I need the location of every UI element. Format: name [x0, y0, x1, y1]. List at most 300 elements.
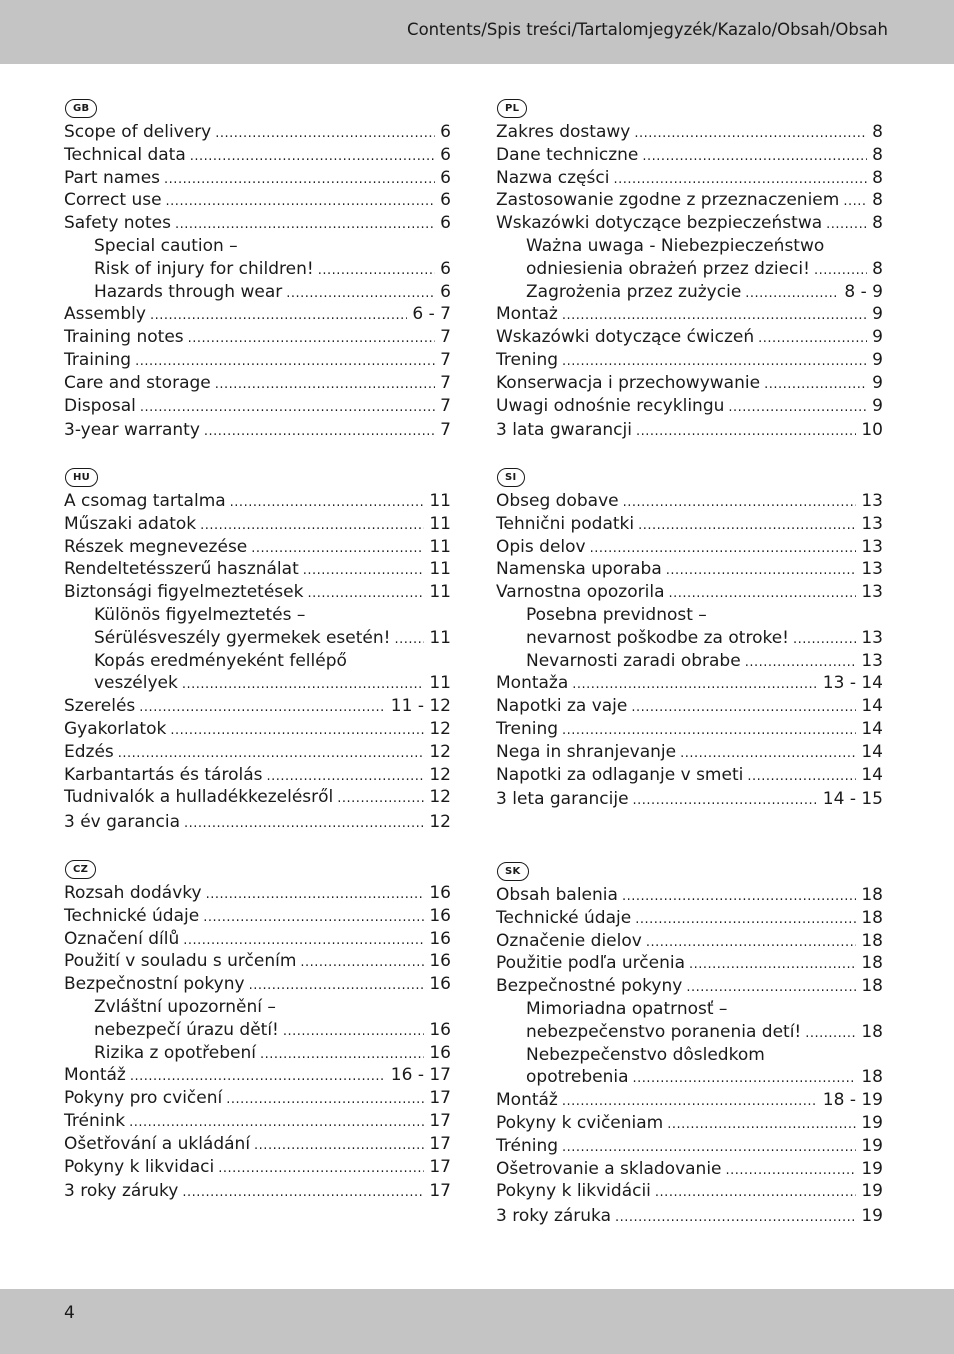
toc-entry [496, 395, 883, 418]
toc-entry [64, 950, 451, 973]
toc-entry [64, 1156, 451, 1179]
dot-leader [200, 515, 424, 538]
toc-entry-label: Care and storage [64, 372, 211, 393]
toc-entry [64, 419, 451, 442]
toc-entry-pages: 19 [861, 1135, 883, 1156]
toc-entry-pages: 13 - 14 [822, 673, 883, 694]
toc-entry-label: Tréning [496, 1135, 559, 1156]
toc-entry-pages: 12 [429, 764, 451, 785]
language-badge-gb: GB [65, 99, 97, 118]
toc-entry [64, 212, 451, 235]
toc-entry [64, 536, 451, 559]
toc-entry-pages: 10 [861, 419, 883, 440]
toc-entry-label: Obseg dobave [496, 491, 619, 511]
toc-entry-label: Scope of delivery [64, 122, 212, 142]
toc-entry-pages: 12 [429, 811, 451, 832]
dot-leader [203, 907, 424, 930]
toc-entry-label: Safety notes [64, 213, 171, 234]
toc-entry-label: Bezpečnostní pokyny [64, 974, 245, 995]
toc-entry [496, 907, 883, 930]
toc-entry [64, 258, 451, 281]
dot-leader [622, 886, 856, 909]
toc-entry-label: Posebna previdnost – [526, 604, 707, 625]
toc-entry-label: Napotki za odlaganje v smeti [496, 764, 744, 785]
toc-entry-pages: 16 - 17 [390, 1065, 451, 1086]
dot-leader [655, 1182, 856, 1205]
toc-entry [496, 536, 883, 559]
toc-entry-label: Tehnični podatki [496, 513, 635, 534]
toc-entry [496, 1180, 883, 1203]
toc-entry [64, 650, 451, 673]
dot-leader [793, 629, 856, 652]
toc-entry [64, 973, 451, 996]
toc-entry [64, 167, 451, 190]
toc-entry-label: Pokyny pro cvičení [64, 1088, 223, 1109]
dot-leader [135, 351, 435, 374]
dot-leader [562, 305, 867, 328]
toc-entry-pages: 16 [429, 883, 451, 903]
toc-entry [64, 741, 451, 764]
toc-entry-label: Nega in shranjevanje [496, 741, 677, 762]
toc-entry-label: Wskazówki dotyczące ćwiczeń [496, 327, 755, 348]
dot-leader [646, 932, 857, 955]
dot-leader [642, 146, 867, 169]
toc-entry-pages: 9 [872, 372, 883, 393]
toc-entry [64, 905, 451, 928]
dot-leader [562, 1091, 818, 1114]
toc-entry-pages: 13 [861, 491, 883, 511]
toc-entry-pages: 16 [429, 951, 451, 972]
toc-entry-pages: 8 [872, 122, 883, 142]
toc-entry-pages: 12 [429, 718, 451, 739]
toc-entry [64, 1064, 451, 1087]
page-footer [0, 1289, 954, 1354]
toc-entry-label: opotrebenia [526, 1067, 629, 1088]
toc-entry [64, 558, 451, 581]
toc-entry-label: Pokyny k likvidaci [64, 1156, 215, 1177]
toc-entry-label: Dane techniczne [496, 144, 639, 165]
toc-entry [496, 490, 883, 513]
dot-leader [215, 374, 435, 397]
toc-entry-pages: 11 [429, 582, 451, 603]
toc-entry-pages: 11 [429, 673, 451, 694]
dot-leader [226, 1089, 424, 1112]
toc-entry-pages: 6 [440, 144, 451, 165]
toc-entry-pages: 18 [861, 930, 883, 951]
toc-entry-label: Bezpečnostné pokyny [496, 976, 683, 997]
toc-entry-label: Použitie podľa určenia [496, 953, 686, 974]
toc-entry-label: Označenie dielov [496, 930, 642, 951]
toc-entry [496, 258, 883, 281]
toc-section-cz [64, 857, 451, 1203]
toc-entry [496, 975, 883, 998]
dot-leader [118, 743, 425, 766]
toc-entry-pages: 11 [429, 491, 451, 511]
dot-leader [318, 260, 435, 283]
toc-entry [496, 1135, 883, 1158]
toc-entry-label: Trénink [64, 1110, 126, 1131]
dot-leader [206, 884, 425, 907]
dot-leader [140, 397, 435, 420]
toc-entry-label: Varnostna opozorila [496, 582, 665, 603]
toc-entry [496, 581, 883, 604]
dot-leader [562, 720, 856, 743]
toc-entry-label: nebezpečenstvo poranenia detí! [526, 1021, 802, 1042]
dot-leader [638, 515, 856, 538]
dot-leader [590, 538, 857, 561]
toc-entry [496, 627, 883, 650]
dot-leader [182, 1182, 424, 1205]
toc-entry-label: 3 leta garancije [496, 788, 629, 809]
dot-leader [728, 397, 867, 420]
toc-entry-label: Tudnivalók a hulladékkezelésről [64, 787, 334, 808]
dot-leader [758, 328, 867, 351]
toc-entry [496, 281, 883, 304]
toc-entry [496, 235, 883, 258]
toc-entry-pages: 8 [872, 167, 883, 188]
language-badge-hu: HU [65, 468, 98, 487]
toc-entry-label: 3 év garancia [64, 811, 181, 832]
dot-leader [337, 788, 424, 811]
toc-entry-pages: 11 [429, 627, 451, 648]
language-badge-cz: CZ [65, 860, 96, 879]
page-number: 4 [64, 1303, 75, 1323]
toc-entry-pages: 7 [440, 419, 451, 440]
dot-leader [686, 977, 856, 1000]
toc-entry-pages: 6 [440, 122, 451, 142]
toc-entry [496, 764, 883, 787]
toc-entry-label: Opis delov [496, 536, 586, 557]
toc-entry-pages: 8 [872, 258, 883, 279]
dot-leader [204, 421, 435, 444]
toc-entry-pages: 9 [872, 304, 883, 325]
toc-entry [496, 718, 883, 741]
toc-entry-label: Sérülésveszély gyermekek esetén! [94, 627, 391, 648]
toc-entry [496, 326, 883, 349]
page-title: Contents/Spis treści/Tartalomjegyzék/Kazalo/Obsah/Obsah [407, 20, 888, 39]
toc-entry-label: Risk of injury for children! [94, 258, 314, 279]
toc-entry-label: Ošetřování a ukládání [64, 1133, 251, 1154]
toc-entry-label: Montaż [496, 304, 558, 325]
toc-entry-pages: 13 [861, 582, 883, 603]
toc-entry-pages: 19 [861, 1158, 883, 1179]
toc-entry [64, 811, 451, 834]
dot-leader [805, 1023, 856, 1046]
toc-entry [64, 581, 451, 604]
toc-entry [496, 1066, 883, 1089]
toc-entry [64, 372, 451, 395]
toc-entry [496, 1158, 883, 1181]
toc-entry [496, 672, 883, 695]
dot-leader [680, 743, 856, 766]
toc-entry-label: Wskazówki dotyczące bezpieczeństwa [496, 213, 823, 234]
toc-entry-label: Szerelés [64, 696, 136, 717]
toc-entry-label: Correct use [64, 190, 162, 211]
toc-entry-pages: 18 [861, 885, 883, 905]
toc-entry [64, 672, 451, 695]
toc-entry [64, 326, 451, 349]
toc-entry [64, 604, 451, 627]
dot-leader [633, 790, 818, 813]
toc-entry-label: Použití v souladu s určením [64, 951, 297, 972]
language-badge-sk: SK [497, 862, 529, 881]
toc-entry [64, 189, 451, 212]
dot-leader [230, 492, 425, 515]
dot-leader [814, 260, 867, 283]
toc-entry-label: A csomag tartalma [64, 491, 226, 511]
toc-entry-label: Special caution – [94, 235, 238, 256]
toc-entry-pages: 6 - 7 [412, 304, 451, 325]
toc-entry [496, 1112, 883, 1135]
toc-entry-pages: 9 [872, 327, 883, 348]
toc-entry-label: 3 roky záruka [496, 1205, 612, 1226]
toc-entry-pages: 19 [861, 1181, 883, 1202]
dot-leader [188, 328, 436, 351]
toc-entry [64, 235, 451, 258]
toc-entry-pages: 14 - 15 [822, 788, 883, 809]
dot-leader [826, 214, 867, 237]
toc-entry-label: Ošetrovanie a skladovanie [496, 1158, 722, 1179]
toc-entry [64, 490, 451, 513]
toc-entry-pages: 8 - 9 [844, 281, 883, 302]
toc-entry-label: Trening [496, 718, 559, 739]
toc-entry-label: Műszaki adatok [64, 513, 197, 534]
toc-entry [496, 741, 883, 764]
toc-entry [64, 395, 451, 418]
toc-entry [64, 1019, 451, 1042]
toc-entry [64, 513, 451, 536]
dot-leader [150, 305, 407, 328]
toc-entry-label: Nazwa części [496, 167, 610, 188]
toc-entry [64, 1180, 451, 1203]
toc-entry-label: Pokyny k cvičeniam [496, 1112, 664, 1133]
toc-entry [496, 1205, 883, 1228]
toc-section-sk [496, 859, 883, 1227]
toc-entry [496, 650, 883, 673]
dot-leader [764, 374, 867, 397]
toc-entry-pages: 13 [861, 559, 883, 580]
toc-entry [496, 952, 883, 975]
toc-entry [64, 1133, 451, 1156]
toc-entry-label: Training notes [64, 327, 184, 348]
toc-entry [64, 786, 451, 809]
toc-entry [496, 788, 883, 811]
toc-entry-pages: 8 [872, 144, 883, 165]
toc-entry-pages: 6 [440, 281, 451, 302]
toc-entry-pages: 19 [861, 1112, 883, 1133]
toc-entry-label: Rizika z opotřebení [94, 1042, 256, 1063]
toc-entry-pages: 6 [440, 213, 451, 234]
toc-entry-label: odniesienia obrażeń przez dzieci! [526, 258, 810, 279]
dot-leader [666, 560, 857, 583]
dot-leader [300, 952, 424, 975]
toc-entry [64, 996, 451, 1019]
toc-entry-pages: 16 [429, 974, 451, 995]
toc-entry-label: 3-year warranty [64, 419, 200, 440]
toc-entry-label: Zvláštní upozornění – [94, 996, 276, 1017]
toc-entry-pages: 14 [861, 696, 883, 717]
dot-leader [182, 674, 425, 697]
toc-section-hu [64, 465, 451, 833]
toc-entry-label: Obsah balenia [496, 885, 618, 905]
dot-leader [166, 191, 436, 214]
toc-entry-pages: 11 - 12 [390, 696, 451, 717]
dot-leader [667, 1114, 856, 1137]
toc-entry-pages: 13 [861, 650, 883, 671]
toc-entry [496, 1089, 883, 1112]
toc-entry-label: Rozsah dodávky [64, 883, 202, 903]
toc-entry-pages: 13 [861, 627, 883, 648]
toc-entry-pages: 6 [440, 190, 451, 211]
toc-entry-label: Označení dílů [64, 928, 180, 949]
toc-entry-label: Konserwacja i przechowywanie [496, 372, 761, 393]
dot-leader [636, 421, 856, 444]
toc-entry-pages: 11 [429, 513, 451, 534]
toc-entry-label: Ważna uwaga - Niebezpieczeństwo [526, 235, 825, 256]
dot-leader [129, 1112, 424, 1135]
toc-entry-pages: 6 [440, 258, 451, 279]
toc-entry-pages: 14 [861, 718, 883, 739]
toc-entry-pages: 18 [861, 907, 883, 928]
dot-leader [631, 697, 856, 720]
dot-leader [164, 169, 435, 192]
toc-entry [496, 419, 883, 442]
dot-leader [190, 146, 435, 169]
toc-entry-label: Zagrożenia przez zużycie [526, 281, 742, 302]
language-badge-si: SI [497, 468, 525, 487]
toc-entry [496, 604, 883, 627]
toc-entry-label: 3 roky záruky [64, 1180, 179, 1201]
dot-leader [747, 766, 856, 789]
toc-entry [64, 121, 451, 144]
dot-leader [633, 1068, 857, 1091]
toc-entry-pages: 16 [429, 905, 451, 926]
toc-entry-label: Part names [64, 167, 161, 188]
toc-entry-label: Assembly [64, 304, 146, 325]
toc-entry-pages: 14 [861, 764, 883, 785]
toc-entry [64, 718, 451, 741]
toc-entry-label: Karbantartás és tárolás [64, 764, 263, 785]
dot-leader [303, 560, 425, 583]
dot-leader [745, 283, 839, 306]
toc-entry [496, 1044, 883, 1067]
toc-entry [496, 144, 883, 167]
toc-section-si [496, 465, 883, 811]
dot-leader [215, 123, 435, 146]
toc-entry [496, 372, 883, 395]
toc-entry-label: Biztonsági figyelmeztetések [64, 582, 304, 603]
toc-entry-pages: 7 [440, 372, 451, 393]
toc-entry-label: Nebezpečenstvo dôsledkom [526, 1044, 765, 1065]
toc-entry [64, 928, 451, 951]
toc-entry-label: Rendeltetésszerű használat [64, 559, 299, 580]
toc-entry-pages: 17 [429, 1110, 451, 1131]
toc-entry-pages: 11 [429, 536, 451, 557]
toc-entry-label: Részek megnevezése [64, 536, 248, 557]
toc-entry-label: Zastosowanie zgodne z przeznaczeniem [496, 190, 840, 211]
toc-entry [496, 303, 883, 326]
dot-leader [668, 583, 856, 606]
toc-entry [64, 764, 451, 787]
toc-entry-label: Különös figyelmeztetés – [94, 604, 306, 625]
dot-leader [562, 1137, 856, 1160]
dot-leader [139, 697, 385, 720]
toc-entry [64, 882, 451, 905]
dot-leader [183, 930, 424, 953]
toc-entry-label: Technical data [64, 144, 186, 165]
toc-entry-label: Montáž [64, 1065, 126, 1086]
toc-entry-pages: 17 [429, 1156, 451, 1177]
page-header [0, 0, 954, 64]
dot-leader [615, 1207, 856, 1230]
toc-entry [496, 695, 883, 718]
toc-entry [496, 189, 883, 212]
toc-entry-label: nebezpečí úrazu dětí! [94, 1019, 279, 1040]
toc-entry-pages: 7 [440, 395, 451, 416]
dot-leader [613, 169, 867, 192]
toc-entry [64, 627, 451, 650]
toc-entry [64, 281, 451, 304]
toc-entry-label: Edzés [64, 741, 114, 762]
toc-entry [496, 212, 883, 235]
toc-entry [496, 513, 883, 536]
toc-entry [64, 1087, 451, 1110]
toc-entry-label: nevarnost poškodbe za otroke! [526, 627, 789, 648]
toc-entry-pages: 16 [429, 1042, 451, 1063]
toc-entry-label: Mimoriadna opatrnosť – [526, 998, 728, 1019]
toc-entry-pages: 18 [861, 953, 883, 974]
toc-entry-pages: 19 [861, 1205, 883, 1226]
dot-leader [286, 283, 435, 306]
toc-entry [496, 167, 883, 190]
toc-entry [496, 349, 883, 372]
toc-entry-label: Hazards through wear [94, 281, 283, 302]
dot-leader [689, 954, 856, 977]
dot-leader [249, 975, 425, 998]
toc-entry-pages: 18 - 19 [822, 1090, 883, 1111]
toc-entry-pages: 18 [861, 1021, 883, 1042]
toc-entry-pages: 13 [861, 536, 883, 557]
dot-leader [634, 123, 867, 146]
toc-entry-label: Training [64, 349, 132, 370]
toc-entry-pages: 7 [440, 327, 451, 348]
toc-entry-pages: 14 [861, 741, 883, 762]
toc-entry-pages: 12 [429, 741, 451, 762]
toc-entry-label: Napotki za vaje [496, 696, 628, 717]
dot-leader [175, 214, 435, 237]
toc-entry-pages: 18 [861, 1067, 883, 1088]
toc-entry-pages: 18 [861, 976, 883, 997]
toc-entry-label: Montaža [496, 673, 569, 694]
language-badge-pl: PL [497, 99, 527, 118]
toc-entry [496, 121, 883, 144]
toc-entry-pages: 8 [872, 213, 883, 234]
toc-section-pl [496, 96, 883, 442]
dot-leader [260, 1044, 424, 1067]
toc-entry [64, 695, 451, 718]
dot-leader [745, 652, 857, 675]
toc-entry-label: Namenska uporaba [496, 559, 662, 580]
toc-entry-pages: 9 [872, 349, 883, 370]
toc-entry-label: Kopás eredményeként fellépő [94, 650, 347, 671]
toc-entry-pages: 11 [429, 559, 451, 580]
toc-entry-label: Disposal [64, 395, 136, 416]
dot-leader [283, 1021, 424, 1044]
toc-entry-label: Montáž [496, 1090, 558, 1111]
toc-entry-label: veszélyek [94, 673, 178, 694]
toc-entry-label: Pokyny k likvidácii [496, 1181, 651, 1202]
toc-section-gb [64, 96, 451, 442]
